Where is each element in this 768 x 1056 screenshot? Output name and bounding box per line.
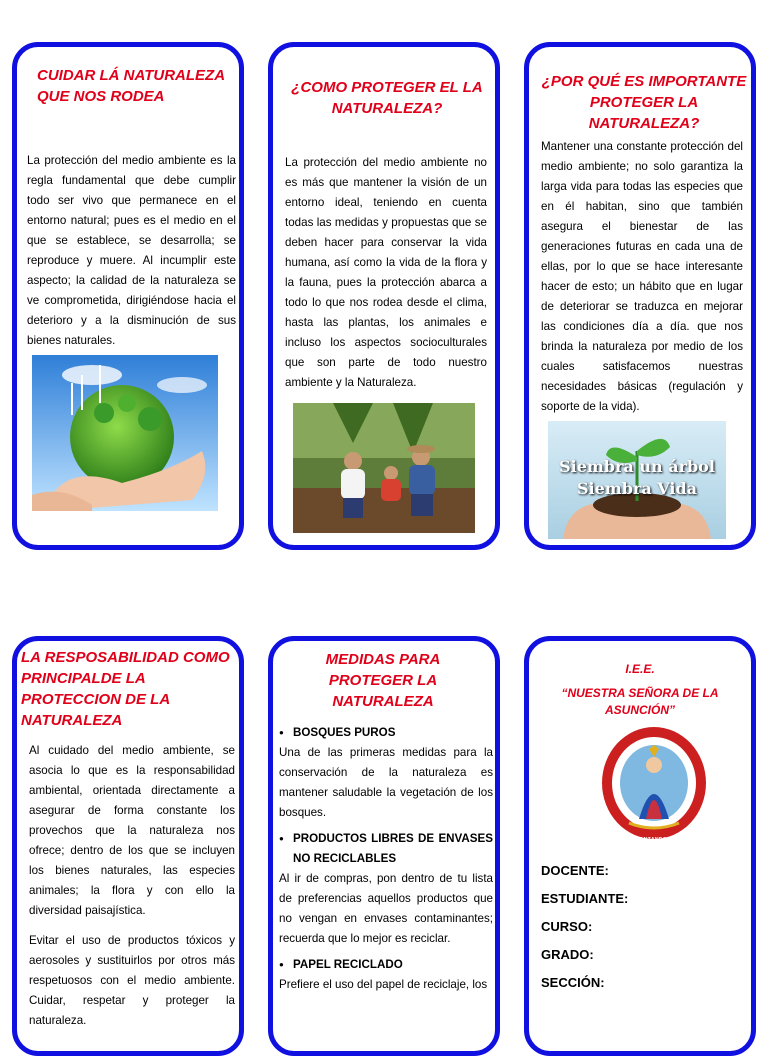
list-item <box>279 955 493 995</box>
panel-title: LA RESPOSABILIDAD COMO PRINCIPALDE LA PROTECCION DE LA NATURALEZA <box>21 649 230 729</box>
medidas-list <box>279 723 493 995</box>
panel-text: La protección del medio ambiente es la regla fundamental que debe cumplir todo ser vivo que permanece en el entorno natural; pues es el medio en el que se establece, se desarrolla; se reproduce y muere. Al incumplir este aspecto; la calidad de la naturaleza se ve comprometida, dirigiéndose hacia el deterioro y a la disminución de sus bienes naturales. <box>27 154 236 347</box>
seal-text-bottom: ASUNCIÓN AVANZANDO EN CIENCIA Y VIRTUD <box>602 837 706 849</box>
estudiante-label: ESTUDIANTE: <box>541 891 629 906</box>
school-line1: I.E.E. <box>625 662 655 676</box>
bullet-text: Al ir de compras, pon dentro de tu lista de preferencias aquellos productos que no vengan en envases contaminantes; recuerda que lo mejor es reciclar. <box>279 872 493 945</box>
bullet-heading: ● PAPEL RECICLADO <box>279 955 493 975</box>
children-planting-image <box>293 403 475 533</box>
bullet-heading: ● BOSQUES PUROS <box>279 723 493 743</box>
bullet-text: Una de las primeras medidas para la conservación de la naturaleza es mantener saludable la vegetación de los bosques. <box>279 746 493 819</box>
panel-title: MEDIDAS PARA PROTEGER LA NATURALEZA <box>325 651 441 710</box>
image-caption-line1: Siembra un árbol <box>559 457 715 476</box>
school-name: “NUESTRA SEÑORA DE LA ASUNCIÓN” <box>561 686 719 717</box>
seccion-label: SECCIÓN: <box>541 975 605 990</box>
seal-text-top: I.E.E. "NTRA. SRA. DE LA ASUNCIÓN" <box>599 717 709 723</box>
panel-title: ¿POR QUÉ ES IMPORTANTE PROTEGER LA NATURALEZA? <box>541 73 747 132</box>
bullet-heading: ● PRODUCTOS LIBRES DE ENVASES NO RECICLABLES <box>279 829 493 869</box>
bullet-text: Prefiere el uso del papel de reciclaje, los <box>279 978 488 991</box>
panel-title: ¿COMO PROTEGER EL LA NATURALEZA? <box>291 79 483 117</box>
panel-responsabilidad <box>12 636 244 1056</box>
panel-como-proteger <box>268 42 500 550</box>
school-seal-logo <box>599 723 709 843</box>
image-caption-line2: Siembra Vida <box>576 479 698 498</box>
panel-cuidar-naturaleza <box>12 42 244 550</box>
panel-text: La protección del medio ambiente no es más que mantener la visión de un entorno ideal, teniendo en cuenta todas las medidas y propuestas que se deben hacer para conservar la vida humana, así como la vida de la flora y la fauna, pues la protección abarca a todo lo que nos rodea desde el clima, hasta las plantas, los animales e incluso los aspectos socioculturales que son parte de todo nuestro ambiente y la Naturaleza. <box>285 156 487 389</box>
panel-text: Mantener una constante protección del medio ambiente; no solo garantiza la larga vida para todas las especies que en él habitan, sino que también asegura el bienestar de las generaciones futuras en cada una de ellas, por lo que se hace interesante hacer de esto; un hábito que en lugar de deteriorar se traduzca en mejorar las condiciones día a día. que nos brinda la naturaleza por medio de los cuales satisfacemos nuestras necesidades básicas (regulación y soporte de la vida). <box>541 140 743 413</box>
list-item <box>279 829 493 949</box>
panel-por-que-importante <box>524 42 756 550</box>
list-item <box>279 723 493 823</box>
panel-text-2: Evitar el uso de productos tóxicos y aerosoles y sustituirlos por otros más respetuosos con el medio ambiente. Cuidar, respetar y proteger la naturaleza. <box>29 934 235 1027</box>
docente-label: DOCENTE: <box>541 863 609 878</box>
grado-label: GRADO: <box>541 947 594 962</box>
panel-title: CUIDAR LÁ NATURALEZA QUE NOS RODEA <box>37 67 225 105</box>
panel-medidas <box>268 636 500 1056</box>
panel-text-1: Al cuidado del medio ambiente, se asocia lo que es la responsabilidad ambiental, orientada directamente a asegurar de forma constante los provechos que la naturaleza nos ofrece; dentro de los que se incluyen los bienes naturales, las especies animales; la flora y con ello la diversidad paisajística. <box>29 744 235 917</box>
earth-in-hands-image <box>32 355 218 511</box>
panel-portada <box>524 636 756 1056</box>
curso-label: CURSO: <box>541 919 593 934</box>
